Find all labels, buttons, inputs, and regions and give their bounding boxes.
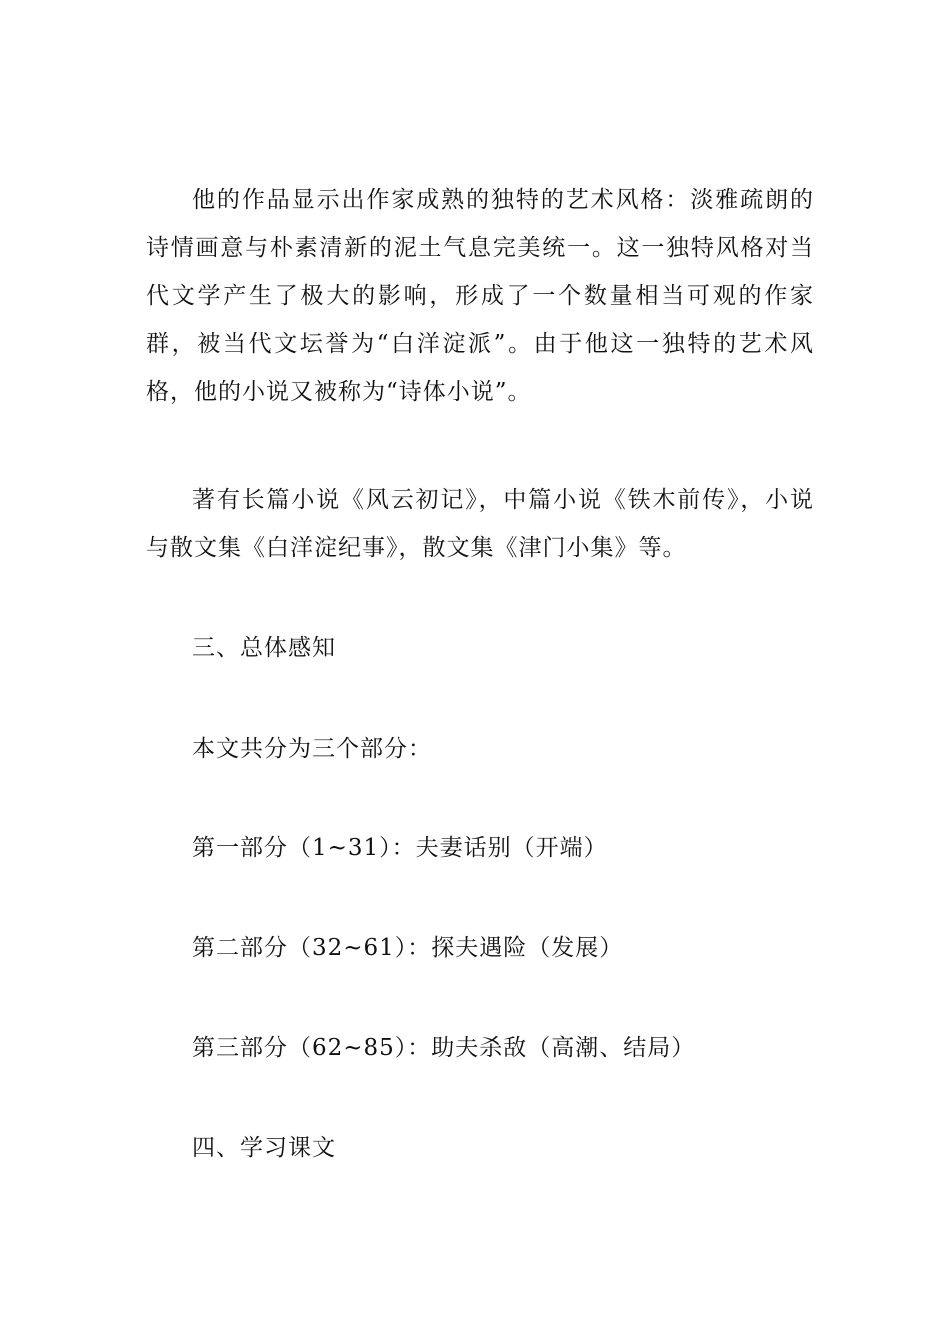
section-heading-overall-perception: 三、总体感知: [192, 635, 336, 661]
paragraph-artistic-style: 他的作品显示出作家成熟的独特的艺术风格：淡雅疏朗的诗情画意与朴素清新的泥土气息完美统一。这一独特风格对当代文学产生了极大的影响，形成了一个数量相当可观的作家群，被当代文坛誉为“白洋淀派”。由于他这一独特的艺术风格，他的小说又被称为“诗体小说”。: [146, 187, 814, 405]
section-heading-study-text: 四、学习课文: [192, 1135, 336, 1161]
structure-intro: 本文共分为三个部分：: [192, 736, 432, 762]
paragraph-works-list: 著有长篇小说《风云初记》，中篇小说《铁木前传》，小说与散文集《白洋淀纪事》，散文集《津门小集》等。: [146, 487, 814, 561]
part-two-line: 第二部分（32~61）：探夫遇险（发展）: [192, 935, 624, 961]
part-one-line: 第一部分（1~31）：夫妻话别（开端）: [192, 835, 608, 861]
part-three-line: 第三部分（62~85）：助夫杀敌（高潮、结局）: [192, 1035, 696, 1061]
